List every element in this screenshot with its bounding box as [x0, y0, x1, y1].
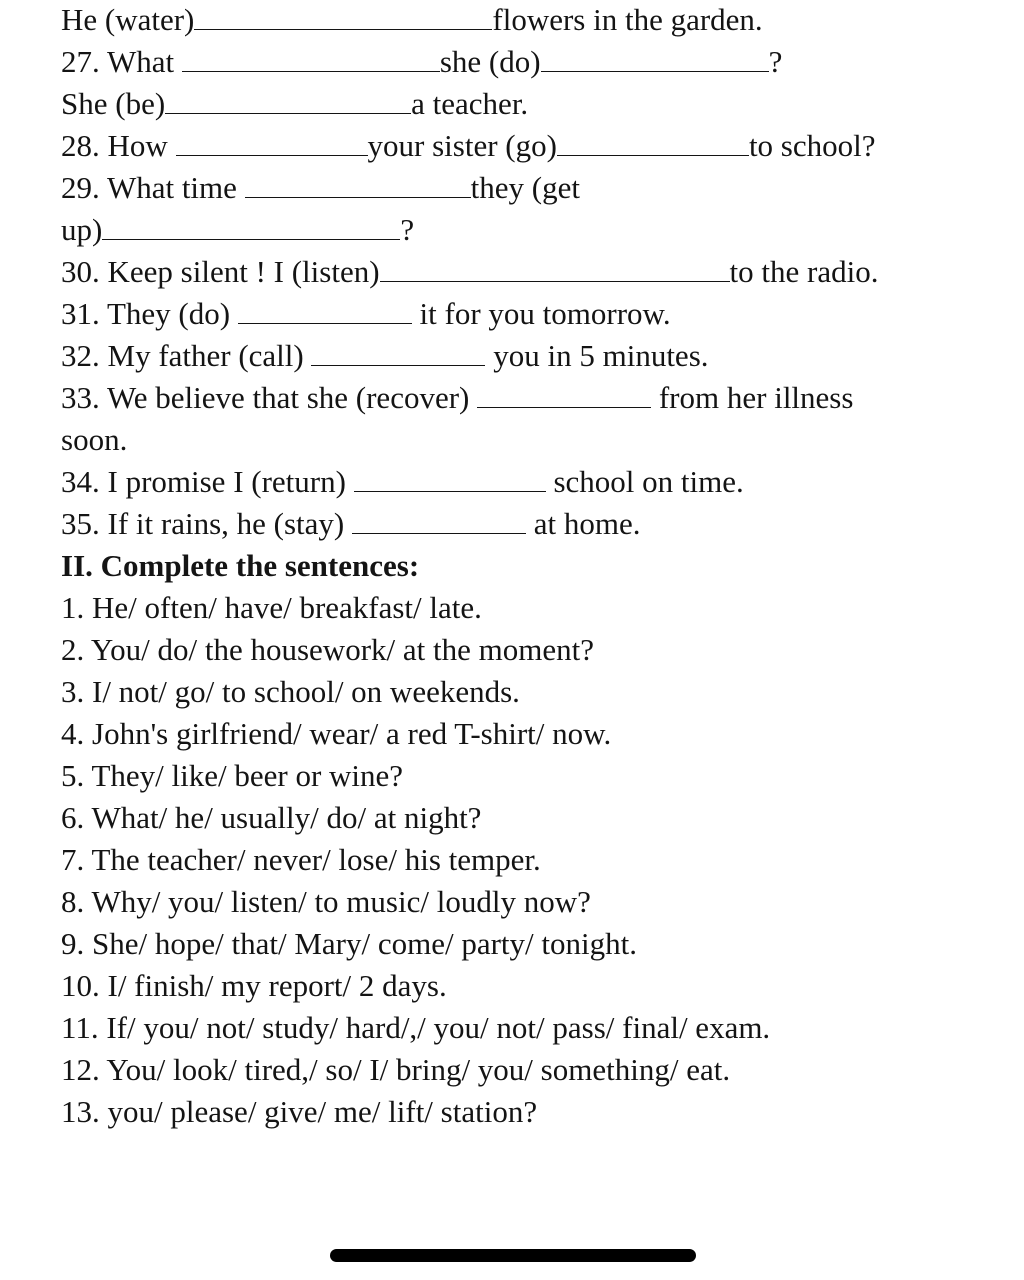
exercise-item-31 [61, 294, 671, 334]
answer-blank[interactable] [102, 211, 400, 240]
line-text: to the radio. [729, 254, 879, 289]
answer-blank[interactable] [245, 169, 471, 198]
sentence-item-1: 1. He/ often/ have/ breakfast/ late. [61, 590, 482, 625]
line-text: a teacher. [411, 86, 529, 121]
sentence-item-9: 9. She/ hope/ that/ Mary/ come/ party/ tonight. [61, 926, 637, 961]
answer-blank[interactable] [477, 379, 651, 408]
answer-blank[interactable] [165, 85, 411, 114]
home-indicator[interactable] [330, 1249, 696, 1262]
line-text: to school? [748, 128, 876, 163]
answer-blank[interactable] [238, 295, 412, 324]
exercise-item-27 [61, 42, 782, 82]
line-text: 29. What time [61, 170, 245, 205]
answer-blank[interactable] [352, 505, 526, 534]
line-text: 35. If it rains, he (stay) [61, 506, 352, 541]
sentence-item-12: 12. You/ look/ tired,/ so/ I/ bring/ you/ something/ eat. [61, 1052, 731, 1087]
sentence-item-7: 7. The teacher/ never/ lose/ his temper. [61, 842, 541, 877]
line-text: you in 5 minutes. [485, 338, 709, 373]
line-text: soon. [61, 422, 128, 457]
answer-blank[interactable] [194, 1, 492, 30]
answer-blank[interactable] [354, 463, 546, 492]
line-text: 31. They (do) [61, 296, 238, 331]
answer-blank[interactable] [182, 43, 440, 72]
sentence-item-11: 11. If/ you/ not/ study/ hard/,/ you/ not/ pass/ final/ exam. [61, 1010, 771, 1045]
line-text: up) [61, 212, 103, 247]
line-text: from her illness [651, 380, 854, 415]
line-text: 33. We believe that she (recover) [61, 380, 478, 415]
sentence-item-6: 6. What/ he/ usually/ do/ at night? [61, 800, 482, 835]
section-heading: II. Complete the sentences: [61, 548, 420, 583]
exercise-item-33 [61, 378, 853, 418]
sentence-item-3: 3. I/ not/ go/ to school/ on weekends. [61, 674, 520, 709]
line-text: at home. [525, 506, 641, 541]
sentence-item-13: 13. you/ please/ give/ me/ lift/ station? [61, 1094, 538, 1129]
line-text: she (do) [439, 44, 541, 79]
exercise-line-26-continued [61, 0, 763, 40]
sentence-item-10: 10. I/ finish/ my report/ 2 days. [61, 968, 447, 1003]
line-text: 32. My father (call) [61, 338, 312, 373]
answer-blank[interactable] [380, 253, 730, 282]
line-text: 34. I promise I (return) [61, 464, 354, 499]
exercise-item-34 [61, 462, 744, 502]
line-text: ? [768, 44, 783, 79]
exercise-item-29 [61, 168, 580, 208]
exercise-line-33-continued [61, 420, 127, 460]
line-text: school on time. [545, 464, 744, 499]
line-text: ? [400, 212, 415, 247]
line-text: 30. Keep silent ! I (listen) [61, 254, 380, 289]
answer-blank[interactable] [557, 127, 749, 156]
exercise-item-30 [61, 252, 878, 292]
sentence-item-2: 2. You/ do/ the housework/ at the moment? [61, 632, 594, 667]
line-text: they (get [470, 170, 580, 205]
exercise-item-35 [61, 504, 640, 544]
line-text: 27. What [61, 44, 182, 79]
exercise-line-29-continued [61, 210, 414, 250]
exercise-item-28 [61, 126, 876, 166]
sentence-item-4: 4. John's girlfriend/ wear/ a red T-shirt/ now. [61, 716, 612, 751]
line-text: She (be) [61, 86, 166, 121]
line-text: 28. How [61, 128, 176, 163]
exercise-line-27-continued [61, 84, 528, 124]
line-text: it for you tomorrow. [411, 296, 671, 331]
answer-blank[interactable] [176, 127, 368, 156]
line-text: flowers in the garden. [492, 2, 763, 37]
sentence-item-8: 8. Why/ you/ listen/ to music/ loudly now? [61, 884, 591, 919]
answer-blank[interactable] [311, 337, 485, 366]
sentence-item-5: 5. They/ like/ beer or wine? [61, 758, 404, 793]
line-text: your sister (go) [367, 128, 557, 163]
answer-blank[interactable] [541, 43, 769, 72]
line-text: He (water) [61, 2, 195, 37]
exercise-item-32 [61, 336, 709, 376]
